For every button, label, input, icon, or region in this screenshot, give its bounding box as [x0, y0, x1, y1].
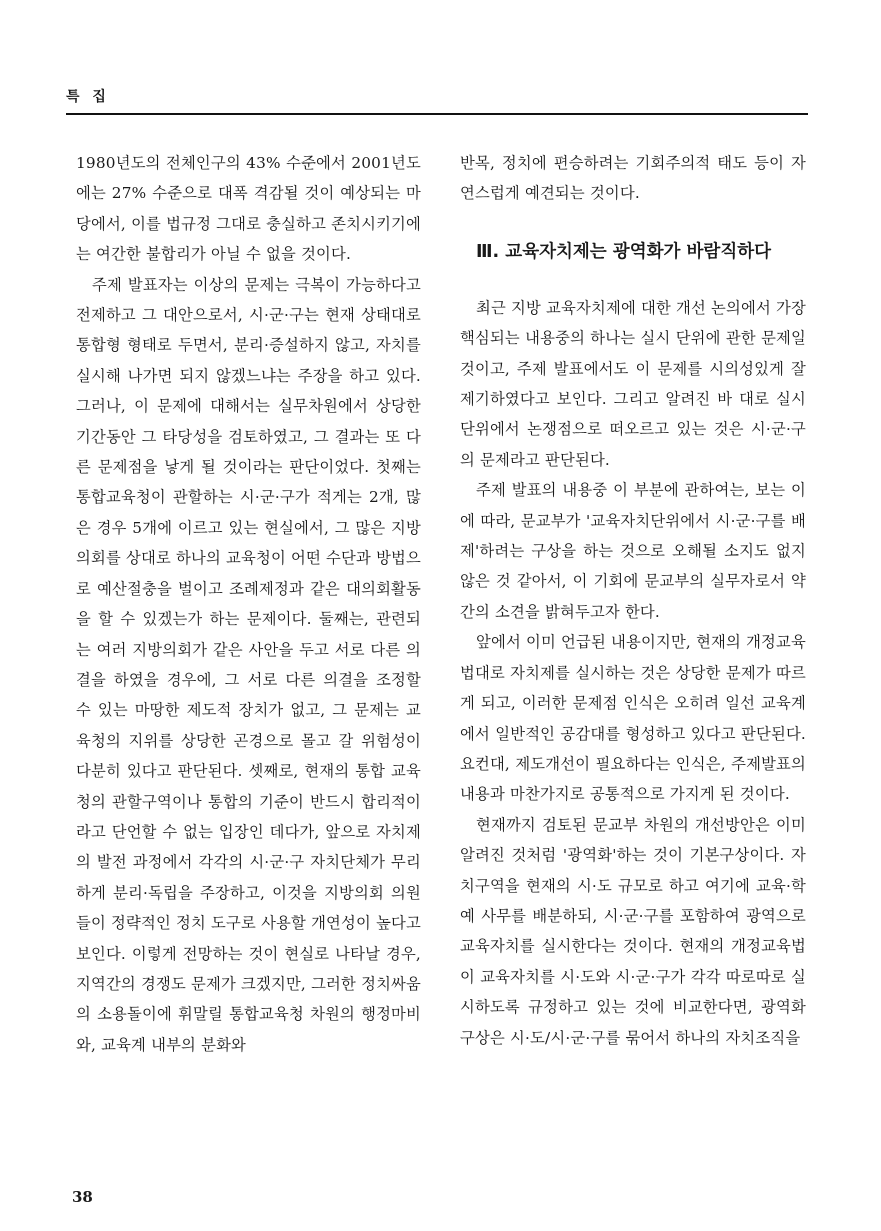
right-column	[460, 148, 806, 1053]
paragraph: 현재까지 검토된 문교부 차원의 개선방안은 이미 알려진 것처럼 '광역화'하는 것이 기본구상이다. 자치구역을 현재의 시·도 규모로 하고 여기에 교육·학예 사무를 배분하되, 시·군·구를 포함하여 광역으로 교육자치를 실시한다는 것이다. 현재의 개정교육법이 교육자치를 시·도와 시·군·구가 각각 따로따로 실시하도록 규정하고 있는 것에 비교한다면, 광역화 구상은 시·도/시·군·구를 묶어서 하나의 자치조직을	[460, 815, 806, 1047]
paragraph: 1980년도의 전체인구의 43% 수준에서 2001년도에는 27% 수준으로 대폭 격감될 것이 예상되는 마당에서, 이를 법규정 그대로 충실하고 존치시키기에는 여간한 불합리가 아닐 수 없을 것이다.	[76, 154, 421, 264]
paragraph: 최근 지방 교육자치제에 대한 개선 논의에서 가장 핵심되는 내용중의 하나는 실시 단위에 관한 문제일 것이고, 주제 발표에서도 이 문제를 시의성있게 잘 제기하였다고 보인다. 그리고 알려진 바 대로 실시 단위에서 논쟁점으로 떠오르고 있는 것은 시·군·구의 문제라고 판단된다.	[460, 298, 806, 469]
paragraph: 앞에서 이미 언급된 내용이지만, 현재의 개정교육법대로 자치제를 실시하는 것은 상당한 문제가 따르게 되고, 이러한 문제점 인식은 오히려 일선 교육계에서 일반적인 공감대를 형성하고 있다고 판단된다. 요컨대, 제도개선이 필요하다는 인식은, 주제발표의 내용과 마찬가지로 공통적으로 가지게 된 것이다.	[460, 633, 806, 804]
section-label: 특 집	[66, 89, 110, 105]
page-number: 38	[72, 1188, 93, 1206]
paragraph: 반목, 정치에 편승하려는 기회주의적 태도 등이 자연스럽게 예견되는 것이다.	[460, 154, 806, 203]
left-column	[76, 148, 421, 1060]
section-heading: Ⅲ. 교육자치제는 광역화가 바람직하다	[476, 241, 772, 262]
paragraph: 주제 발표의 내용중 이 부분에 관하여는, 보는 이에 따라, 문교부가 '교육자치단위에서 시·군·구를 배제'하려는 구상을 하는 것으로 오해될 소지도 없지 않은 것 같아서, 이 기회에 문교부의 실무자로서 약간의 소견을 밝혀두고자 한다.	[460, 481, 806, 621]
header-rule	[66, 113, 808, 115]
paragraph: 주제 발표자는 이상의 문제는 극복이 가능하다고 전제하고 그 대안으로서, 시·군·구는 현재 상태대로 통합형 형태로 두면서, 분리·증설하지 않고, 자치를 실시해 나가면 되지 않겠느냐는 주장을 하고 있다. 그러나, 이 문제에 대해서는 실무차원에서 상당한 기간동안 그 타당성을 검토하였고, 그 결과는 또 다른 문제점을 낳게 될 것이라는 판단이었다. 첫째는 통합교육청이 관할하는 시·군·구가 적게는 2개, 많은 경우 5개에 이르고 있는 현실에서, 그 많은 지방의회를 상대로 하나의 교육청이 어떤 수단과 방법으로 예산절충을 벌이고 조례제정과 같은 대의회활동을 할 수 있겠는가 하는 문제이다. 둘째는, 관련되는 여러 지방의회가 같은 사안을 두고 서로 다른 의결을 하였을 경우에, 그 서로 다른 의결을 조정할 수 있는 마땅한 제도적 장치가 없고, 그 문제는 교육청의 지위를 상당한 곤경으로 몰고 갈 위험성이 다분히 있다고 판단된다. 셋째로, 현재의 통합 교육청의 관할구역이나 통합의 기준이 반드시 합리적이라고 단언할 수 없는 입장인 데다가, 앞으로 자치제의 발전 과정에서 각각의 시·군·구 자치단체가 무리하게 분리·독립을 주장하고, 이것을 지방의회 의원들이 정략적인 정치 도구로 사용할 개연성이 높다고 보인다. 이렇게 전망하는 것이 현실로 나타날 경우, 지역간의 경쟁도 문제가 크겠지만, 그러한 정치싸움의 소용돌이에 휘말릴 통합교육청 차원의 행정마비와, 교육계 내부의 분화와	[76, 275, 421, 1054]
